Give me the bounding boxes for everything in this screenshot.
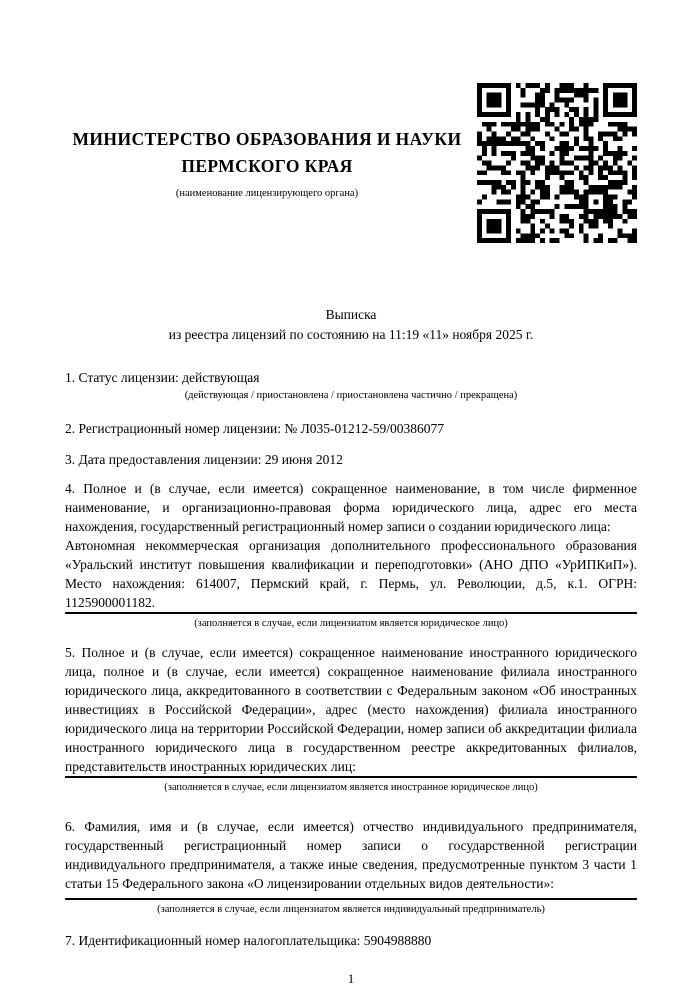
field-underline: [65, 776, 637, 778]
document-title: [65, 305, 637, 345]
item-foreign-entity-caption: (заполняется в случае, если лицензиатом является иностранное юридическое лицо): [164, 782, 538, 793]
item-license-grant-date: 3. Дата предоставления лицензии: 29 июня 2012: [65, 452, 343, 467]
document-header: [65, 83, 637, 243]
item-individual-entrepreneur-label: 6. Фамилия, имя и (в случае, если имеется) отчество индивидуального предпринимателя, государственный регистрационный номер записи о государственной регистрации индивидуального предпринимателя, а также иные сведения, предусмотренные пунктом 3 части 1 статьи 15 Федерального закона «О лицензировании отдельных видов деятельности»:: [65, 819, 637, 891]
field-underline: [65, 898, 637, 900]
org-name-line2: ПЕРМСКОГО КРАЯ: [181, 156, 353, 176]
item-legal-entity-caption: (заполняется в случае, если лицензиатом является юридическое лицо): [194, 618, 508, 629]
item-foreign-entity-label: 5. Полное и (в случае, если имеется) сокращенное наименование иностранного юридического лица, полное и (в случае, если имеется) сокращенное наименование филиала иностранного юридического лица, аккредитованного в соответствии с Федеральным законом «Об иностранных инвестициях в Российской Федерации», адрес (место нахождения) филиала иностранного юридического лица на территории Российской Федерации, номер записи об аккредитации филиала иностранного юридического лица в государственном реестре аккредитованных филиалов, представительств иностранных юридических лиц:: [65, 645, 637, 774]
document-title-line2: из реестра лицензий по состоянию на 11:19 «11» ноября 2025 г.: [168, 327, 534, 342]
licensing-authority-block: [65, 126, 477, 200]
qr-code-icon: [477, 83, 637, 243]
document-title-line1: Выписка: [325, 307, 377, 322]
item-legal-entity: [65, 479, 637, 631]
item-foreign-entity: [65, 643, 637, 795]
field-underline: [65, 612, 637, 614]
org-name-line1: МИНИСТЕРСТВО ОБРАЗОВАНИЯ И НАУКИ: [72, 129, 462, 149]
item-registration-number: 2. Регистрационный номер лицензии: № Л035-01212-59/00386077: [65, 421, 445, 436]
org-name: [71, 126, 463, 180]
item-individual-entrepreneur-caption: (заполняется в случае, если лицензиатом является индивидуальный предприниматель): [157, 904, 545, 915]
item-legal-entity-value: Автономная некоммерческая организация дополнительного профессионального образования «Уральский институт повышения квалификации и переподготовки» (АНО ДПО «УрИПКиП»). Место нахождения: 614007, Пермский край, г. Пермь, ул. Революции, д.5, к.1. ОГРН: 1125900001182.: [65, 538, 637, 610]
item-individual-entrepreneur: [65, 817, 637, 917]
item-license-status: 1. Статус лицензии: действующая: [65, 370, 260, 385]
item-legal-entity-label: 4. Полное и (в случае, если имеется) сокращенное наименование, в том числе фирменное наименование, и организационно-правовая форма юридического лица, адрес его места нахождения, государственный регистрационный номер записи о создании юридического лица:: [65, 481, 637, 534]
item-taxpayer-number: 7. Идентификационный номер налогоплательщика: 5904988880: [65, 933, 432, 948]
item-license-status-caption: (действующая / приостановлена / приостановлена частично / прекращена): [184, 390, 518, 401]
org-name-caption: (наименование лицензирующего органа): [175, 188, 359, 199]
page-number: 1: [347, 971, 355, 986]
